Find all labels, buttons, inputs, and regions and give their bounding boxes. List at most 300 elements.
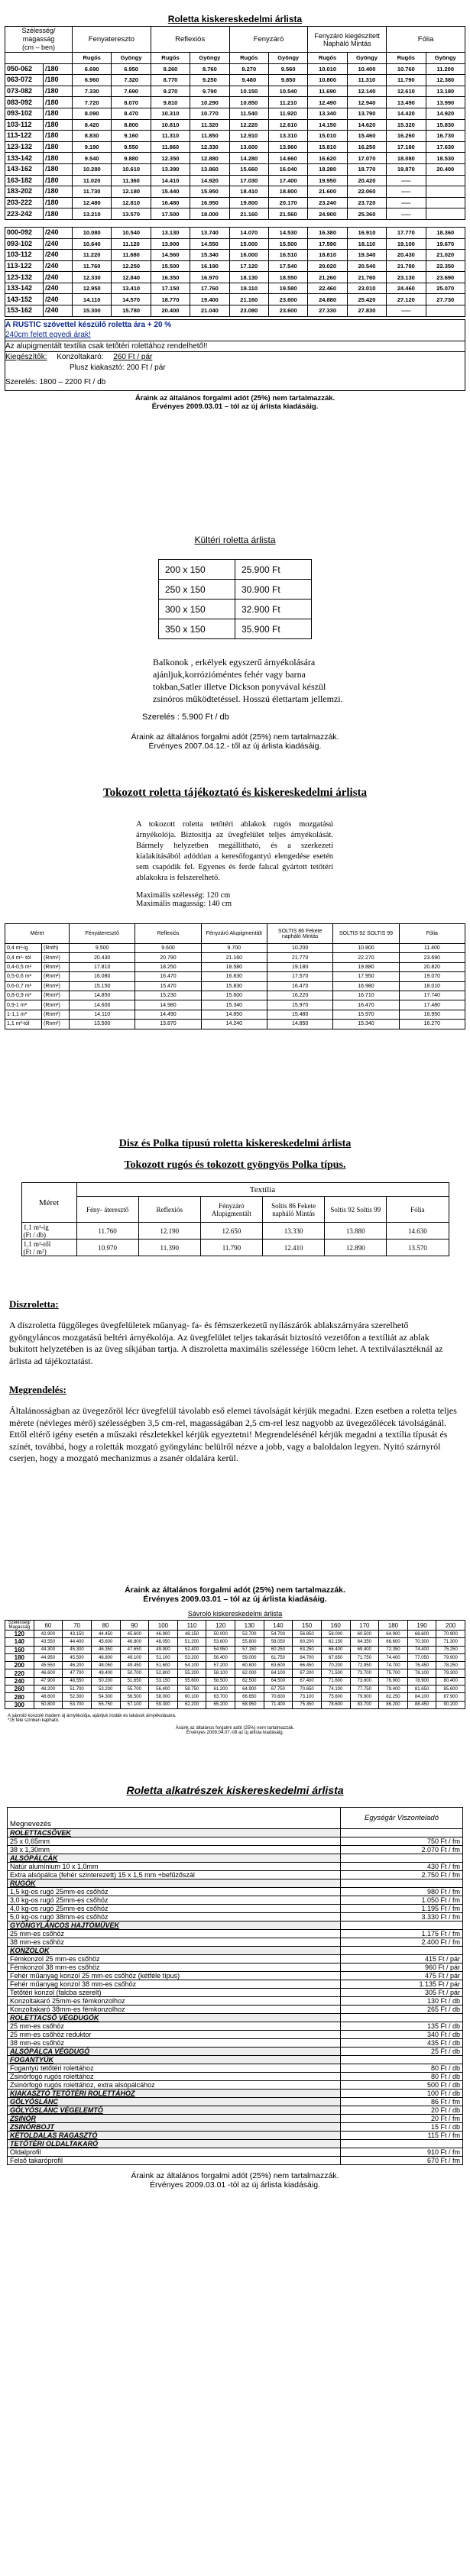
size-cell: 153-162 <box>5 305 44 317</box>
price-cell: 55.600 <box>177 1677 206 1685</box>
order-heading: Megrendelés: <box>9 1384 66 1395</box>
size-cell: 0,4 m²- tól <box>5 953 42 962</box>
price-cell: 49.450 <box>120 1662 149 1669</box>
price-cell: 18.770 <box>151 294 190 305</box>
max-width: Maximális szélesség: 120 cm <box>136 891 231 900</box>
disz-notes <box>0 1585 470 1604</box>
part-name: Felső takaróprofil <box>8 2157 341 2165</box>
price-cell: 15.500 <box>268 238 307 250</box>
outdoor-desc: Balkonok , erkélyek egyszerű árnyékolására ajánljuk,korrózióméntes fehér vagy barna tokban,Satler illetve Dickson ponyvával készül zsinóros működtetéssel. Hosszú élettartam jellemzi. <box>153 657 343 704</box>
part-name: FOGANTYÚK <box>8 2056 341 2064</box>
size-cell: 0,4-0,5 m² <box>5 962 42 971</box>
price-cell: 9.880 <box>112 153 151 164</box>
part-price: 960 Ft / pár <box>341 1964 463 1972</box>
size-cell: 143-162 <box>5 163 44 175</box>
price-cell: 58.000 <box>321 1631 350 1638</box>
price-cell: 63.600 <box>264 1662 293 1669</box>
price-cell: 12.950 <box>73 283 112 294</box>
notes-box <box>5 319 465 391</box>
price-cell: 12.410 <box>262 1240 324 1256</box>
price-cell: 20.790 <box>135 953 201 962</box>
price-cell: 10.810 <box>151 119 190 131</box>
price-cell: 15.830 <box>426 119 465 131</box>
category-row <box>8 1829 463 1837</box>
price-cell: 72.950 <box>350 1662 379 1669</box>
height-cell: 240 <box>5 1677 34 1685</box>
price-cell: 71.600 <box>321 1677 350 1685</box>
price-cell: 82.250 <box>379 1693 408 1701</box>
part-price: 2.400 Ft / fm <box>341 1938 463 1947</box>
price-cell: 13.870 <box>135 1020 201 1029</box>
price-cell: 58.100 <box>206 1669 235 1677</box>
price-cell: 8.070 <box>112 97 151 108</box>
price-cell: 10.800 <box>333 944 399 953</box>
size-cell: 0,4 m²-ig <box>5 944 42 953</box>
table-row <box>5 1669 465 1677</box>
price-cell: 11.400 <box>399 944 465 953</box>
price-cell: 15.810 <box>308 141 347 153</box>
price-cell: 60.800 <box>235 1662 264 1669</box>
category-row <box>8 2014 463 2022</box>
price-cell: 25.070 <box>426 283 465 294</box>
price-cell: 11.310 <box>347 75 386 86</box>
price-cell: 60.100 <box>177 1693 206 1701</box>
price-cell: 57.200 <box>206 1662 235 1669</box>
part-price: 80 Ft / db <box>341 2073 463 2081</box>
price-cell: 16.950 <box>399 1010 465 1019</box>
price-cell: 15.480 <box>267 1010 332 1019</box>
price-cell: 85.600 <box>436 1686 465 1693</box>
price-cell: 9.790 <box>190 86 229 97</box>
part-name: 1,5 kg-os rugó 25mm-es csőhöz <box>8 1888 341 1896</box>
col-header: 70 <box>63 1621 92 1631</box>
size-cell: /240 <box>44 272 73 283</box>
sub-col-header: Rugós <box>229 53 268 64</box>
part-price: 20 Ft / db <box>341 2106 463 2115</box>
price-cell: 16.250 <box>347 141 386 153</box>
price-cell: 74.100 <box>321 1686 350 1693</box>
size-cell: /180 <box>44 186 73 198</box>
price-cell: 9.270 <box>151 86 190 97</box>
table-row <box>5 86 465 97</box>
price-cell: 12.810 <box>112 197 151 208</box>
price-cell: 68.600 <box>407 1631 436 1638</box>
size-label: 1,1 m²-ig <box>23 1223 49 1231</box>
price-cell: 11.310 <box>151 131 190 142</box>
price-cell: 46.200 <box>63 1662 92 1669</box>
sub-col-header: Gyöngy <box>112 53 151 64</box>
price-cell: 17.570 <box>267 972 332 981</box>
size-cell: 223-242 <box>5 208 44 220</box>
part-name: Natúr alumínium 10 x 1,0mm <box>8 1863 341 1871</box>
category-row <box>8 1947 463 1955</box>
price-cell: 20.430 <box>387 250 426 261</box>
part-row <box>8 2148 463 2157</box>
part-name: 5,0 kg-os rugó 38mm-es csőhöz <box>8 1913 341 1921</box>
roletta-price-table <box>5 26 465 317</box>
price-cell: 7.720 <box>73 97 112 108</box>
price-cell: 12.140 <box>347 86 386 97</box>
col-header: 150 <box>293 1621 322 1631</box>
table-row <box>5 1010 465 1019</box>
price-cell: 22.350 <box>426 260 465 272</box>
price-cell: 15.830 <box>201 981 267 991</box>
price-cell: 49.900 <box>149 1646 178 1653</box>
price-cell: 19.880 <box>333 962 399 971</box>
part-price <box>341 2140 463 2148</box>
table-row <box>5 119 465 131</box>
price-cell: 18.550 <box>268 272 307 283</box>
sub-col-header: Gyöngy <box>268 53 307 64</box>
price-cell: 66.600 <box>379 1638 408 1646</box>
price-cell: 16.260 <box>387 131 426 142</box>
price-cell: 16.980 <box>333 981 399 991</box>
price-cell: 13.490 <box>387 97 426 108</box>
col-header: Fényáteresztő <box>70 924 135 944</box>
part-price: 415 Ft / pár <box>341 1955 463 1964</box>
price-cell: 19.670 <box>426 238 465 250</box>
part-row <box>8 1997 463 2006</box>
table-row <box>5 227 465 238</box>
size-cell: 203-222 <box>5 197 44 208</box>
price-cell: 51.100 <box>149 1653 178 1661</box>
price-cell: 71.500 <box>321 1669 350 1677</box>
price-cell: 71.400 <box>264 1701 293 1708</box>
part-row <box>8 1888 463 1896</box>
col-header: 120 <box>206 1621 235 1631</box>
col-header: Fény- áteresztő <box>76 1197 138 1223</box>
part-row <box>8 2006 463 2014</box>
price-cell: 17.950 <box>333 972 399 981</box>
table-row <box>5 1686 465 1693</box>
price-cell: 17.030 <box>229 175 268 186</box>
price-cell: 15.230 <box>135 991 201 1000</box>
size-cell: /240 <box>44 227 73 238</box>
price-cell: 12.890 <box>325 1240 387 1256</box>
price-cell: 13.740 <box>190 227 229 238</box>
price-cell: 16.270 <box>399 1020 465 1029</box>
price-cell: 49.400 <box>91 1669 120 1677</box>
price-cell: 54.100 <box>177 1662 206 1669</box>
price-cell: 8.470 <box>112 108 151 119</box>
part-price: 20 Ft / fm <box>341 2115 463 2123</box>
price-cell: 72.350 <box>379 1646 408 1653</box>
part-name: ZSINÓR <box>8 2115 341 2123</box>
price-cell: 11.540 <box>229 108 268 119</box>
col-header: 170 <box>350 1621 379 1631</box>
price-cell: 53.700 <box>63 1701 92 1708</box>
price-cell: 18.250 <box>135 962 201 971</box>
part-price: 15 Ft / db <box>341 2123 463 2132</box>
size-cell: 0,5-0,6 m² <box>5 972 42 981</box>
price-cell: 19.100 <box>387 238 426 250</box>
price-cell: 12.610 <box>387 86 426 97</box>
table-row <box>5 1020 465 1029</box>
price-cell: 12.180 <box>112 186 151 198</box>
price-cell: 21.780 <box>387 260 426 272</box>
price-cell: 16.000 <box>229 250 268 261</box>
price-cell: 8.260 <box>151 63 190 75</box>
price-cell: 7.330 <box>73 86 112 97</box>
price-cell: 62.200 <box>177 1701 206 1708</box>
price-cell: 30.900 Ft <box>235 580 312 600</box>
part-price: 130 Ft / db <box>341 1997 463 2006</box>
table-row <box>5 1000 465 1010</box>
size-cell: /180 <box>44 153 73 164</box>
price-cell: 16.470 <box>267 981 332 991</box>
price-cell: 54.950 <box>206 1646 235 1653</box>
price-cell: 13.880 <box>325 1223 387 1240</box>
table-row <box>5 131 465 142</box>
price-cell: 6.690 <box>73 63 112 75</box>
size-cell: /180 <box>44 75 73 86</box>
part-name: Fehér műanyag konzol 38 mm-es csőhöz <box>8 1980 341 1989</box>
price-cell: 17.540 <box>268 260 307 272</box>
price-cell: 64.900 <box>379 1631 408 1638</box>
validity-note: Érvényes 2009.03.01 – tól az új árlista kiadásáig. <box>151 402 319 411</box>
price-cell: 8.090 <box>73 108 112 119</box>
height-cell: 120 <box>5 1631 34 1638</box>
vat-note: Áraink az általános forgalmi adót (25%) nem tartalmazzák. <box>135 393 335 402</box>
price-cell <box>426 208 465 220</box>
price-cell: 9.540 <box>73 153 112 164</box>
price-cell: 67.750 <box>264 1686 293 1693</box>
price-cell: 14.570 <box>112 294 151 305</box>
part-name: GÖLYÓSLÁNC VÉGELEMTÖ <box>8 2106 341 2115</box>
price-cell: 18.010 <box>399 981 465 991</box>
price-cell: 51.600 <box>149 1662 178 1669</box>
price-cell: 16.470 <box>135 972 201 981</box>
price-cell: 24.880 <box>308 294 347 305</box>
category-row <box>8 2132 463 2140</box>
price-cell: 58.750 <box>177 1686 206 1693</box>
part-name: 38 x 1,30mm <box>8 1846 341 1854</box>
price-cell: 45.600 <box>120 1631 149 1638</box>
table-row <box>5 1638 465 1646</box>
price-cell: 16.710 <box>333 991 399 1000</box>
size-cell: /180 <box>44 131 73 142</box>
price-cell: 63.250 <box>293 1646 322 1653</box>
price-cell: 11.760 <box>76 1223 138 1240</box>
polka-subtitle: Tokozott rugós és tokozott gyöngyös Polka típus. <box>124 1159 346 1171</box>
table-row <box>5 991 465 1000</box>
price-cell: ----- <box>387 305 426 317</box>
price-cell <box>426 197 465 208</box>
price-cell: 80.400 <box>436 1677 465 1685</box>
table-row <box>5 972 465 981</box>
price-cell: 52.800 <box>149 1669 178 1677</box>
price-cell: 66.450 <box>293 1662 322 1669</box>
price-cell: 11.790 <box>387 75 426 86</box>
price-cell: 20.020 <box>308 260 347 272</box>
size-cell: 103-112 <box>5 250 44 261</box>
price-cell: 25.900 Ft <box>235 560 312 580</box>
price-cell: 71.300 <box>436 1638 465 1646</box>
price-cell: 13.570 <box>112 208 151 220</box>
price-cell: 20.400 <box>426 163 465 175</box>
size-cell: /240 <box>44 305 73 317</box>
price-cell: 78.250 <box>436 1662 465 1669</box>
part-price: 430 Ft / fm <box>341 1863 463 1871</box>
table-row <box>5 962 465 971</box>
price-cell: 20.540 <box>347 260 386 272</box>
price-cell: 51.700 <box>63 1686 92 1693</box>
price-cell: 14.920 <box>190 175 229 186</box>
price-cell: 19.110 <box>229 283 268 294</box>
price-cell: 55.800 <box>235 1638 264 1646</box>
price-cell: 18.410 <box>229 186 268 198</box>
price-cell: 44.950 <box>34 1653 63 1661</box>
price-cell: 14.110 <box>73 294 112 305</box>
price-cell: 77.750 <box>350 1686 379 1693</box>
price-cell: 60.250 <box>264 1646 293 1653</box>
price-cell: ----- <box>387 197 426 208</box>
parts-price-table <box>7 1807 463 2165</box>
price-cell: 19.070 <box>399 972 465 981</box>
part-name: 25 mm-es csőhöz <box>8 2022 341 2031</box>
price-cell: 50.700 <box>120 1669 149 1677</box>
price-cell: 76.900 <box>379 1677 408 1685</box>
price-cell: 7.690 <box>112 86 151 97</box>
price-cell: 56.400 <box>206 1653 235 1661</box>
part-price: 86 Ft / fm <box>341 2098 463 2106</box>
height-cell: 140 <box>5 1638 34 1646</box>
price-cell: 14.620 <box>347 119 386 131</box>
price-cell: 78.600 <box>321 1701 350 1708</box>
price-cell: 27.730 <box>426 294 465 305</box>
price-cell: 47.650 <box>120 1646 149 1653</box>
price-cell: 19.870 <box>387 163 426 175</box>
meret-header: Méret <box>21 1183 76 1223</box>
part-row <box>8 1837 463 1846</box>
part-price: 475 Ft / pár <box>341 1972 463 1980</box>
price-cell: 45.500 <box>63 1653 92 1661</box>
size-cell: (Rnm²) <box>42 981 70 991</box>
price-cell: 52.300 <box>63 1693 92 1701</box>
price-cell: 78.100 <box>407 1669 436 1677</box>
price-cell: 16.040 <box>268 163 307 175</box>
price-cell: 15.780 <box>112 305 151 317</box>
price-cell: 15.300 <box>73 305 112 317</box>
size-cell: /180 <box>44 197 73 208</box>
price-cell: 48.150 <box>177 1631 206 1638</box>
part-name: GÖLYÓSLÁNC <box>8 2098 341 2106</box>
price-cell: 11.360 <box>112 175 151 186</box>
price-cell: ----- <box>387 186 426 198</box>
price-cell: 16.350 <box>151 272 190 283</box>
price-cell: 14.850 <box>201 1010 267 1019</box>
part-row <box>8 1989 463 1997</box>
table-row <box>21 1240 449 1256</box>
price-cell: 19.950 <box>308 175 347 186</box>
price-cell: 48.600 <box>34 1693 63 1701</box>
part-row <box>8 1930 463 1938</box>
price-cell: 15.150 <box>70 981 135 991</box>
price-cell: 13.900 <box>151 238 190 250</box>
price-cell: 81.650 <box>407 1686 436 1693</box>
size-cell: /180 <box>44 208 73 220</box>
price-cell: 49.100 <box>120 1653 149 1661</box>
size-cell: 1-1,1 m² <box>5 1010 42 1019</box>
size-cell: 083-092 <box>5 97 44 108</box>
table-row <box>5 294 465 305</box>
part-name: ALSÓPÁLCA VÉGDUGÓ <box>8 2048 341 2056</box>
size-cell: 063-072 <box>5 75 44 86</box>
part-price: 500 Ft / db <box>341 2081 463 2090</box>
price-cell: 17.180 <box>387 141 426 153</box>
table-row <box>5 186 465 198</box>
price-cell: 55.700 <box>120 1686 149 1693</box>
savrolo-colors: *15 féle színben kapható. <box>8 1718 60 1723</box>
category-row <box>8 1879 463 1888</box>
price-cell: 13.330 <box>262 1223 324 1240</box>
price-cell: 64.350 <box>350 1638 379 1646</box>
price-cell: 59.000 <box>235 1653 264 1661</box>
price-cell: 23.690 <box>426 272 465 283</box>
table-row <box>5 141 465 153</box>
part-price: 1.175 Ft / fm <box>341 1930 463 1938</box>
price-cell: 18.280 <box>308 163 347 175</box>
price-cell: 87.900 <box>436 1693 465 1701</box>
price-cell: 23.080 <box>229 305 268 317</box>
price-cell: 10.280 <box>73 163 112 175</box>
alupig-note: Az alupigmentált textília csak tetőtéri rolettához rendelhető!! <box>5 341 465 353</box>
price-cell: 18.080 <box>387 153 426 164</box>
size-cell: 143-152 <box>5 294 44 305</box>
price-cell: 11.790 <box>200 1240 262 1256</box>
price-cell: 15.950 <box>190 186 229 198</box>
price-cell: 79.300 <box>436 1669 465 1677</box>
price-cell: 57.100 <box>120 1701 149 1708</box>
price-cell: 11.850 <box>190 131 229 142</box>
part-row <box>8 1972 463 1980</box>
price-cell: 74.700 <box>379 1662 408 1669</box>
table-row <box>5 153 465 164</box>
size-cell: (Rnm²) <box>42 972 70 981</box>
price-cell: 67.400 <box>293 1677 322 1685</box>
price-cell: 56.850 <box>293 1631 322 1638</box>
col-header: Soltis 86 Fekete napháló Mintás <box>262 1197 324 1223</box>
price-cell: 7.320 <box>112 75 151 86</box>
price-cell: 12.910 <box>229 131 268 142</box>
size-cell: 183-202 <box>5 186 44 198</box>
col-header: Fényzáró Alupigmentált <box>200 1197 262 1223</box>
price-cell: 56.400 <box>149 1686 178 1693</box>
price-cell: 22.460 <box>308 283 347 294</box>
price-cell: 9.500 <box>70 944 135 953</box>
price-cell: 60.200 <box>293 1638 322 1646</box>
price-cell: 15.320 <box>387 119 426 131</box>
price-cell: 10.610 <box>112 163 151 175</box>
price-cell: 51.650 <box>120 1677 149 1685</box>
price-cell: 64.900 <box>235 1686 264 1693</box>
price-cell: 70.300 <box>407 1638 436 1646</box>
part-price: 435 Ft / db <box>341 2039 463 2048</box>
price-cell: 20.170 <box>268 197 307 208</box>
price-cell: 66.400 <box>321 1646 350 1653</box>
price-cell: 12.250 <box>112 260 151 272</box>
price-cell: 13.180 <box>426 86 465 97</box>
size-cell: /180 <box>44 119 73 131</box>
price-cell: 46.600 <box>34 1669 63 1677</box>
outdoor-validity: Érvényes 2007.04.12.- től az új árlista kiadásáig. <box>148 742 322 751</box>
price-cell: 60.500 <box>350 1631 379 1638</box>
price-cell: 12.940 <box>347 97 386 108</box>
disz-vat: Áraink az általános forgalmi adót (25%) nem tartalmazzák. <box>125 1585 345 1595</box>
part-name: KIAKASZTÓ TETŐTÉRI ROLETTÁHOZ <box>8 2090 341 2098</box>
price-cell: 14.550 <box>190 238 229 250</box>
price-cell: 20.420 <box>347 175 386 186</box>
